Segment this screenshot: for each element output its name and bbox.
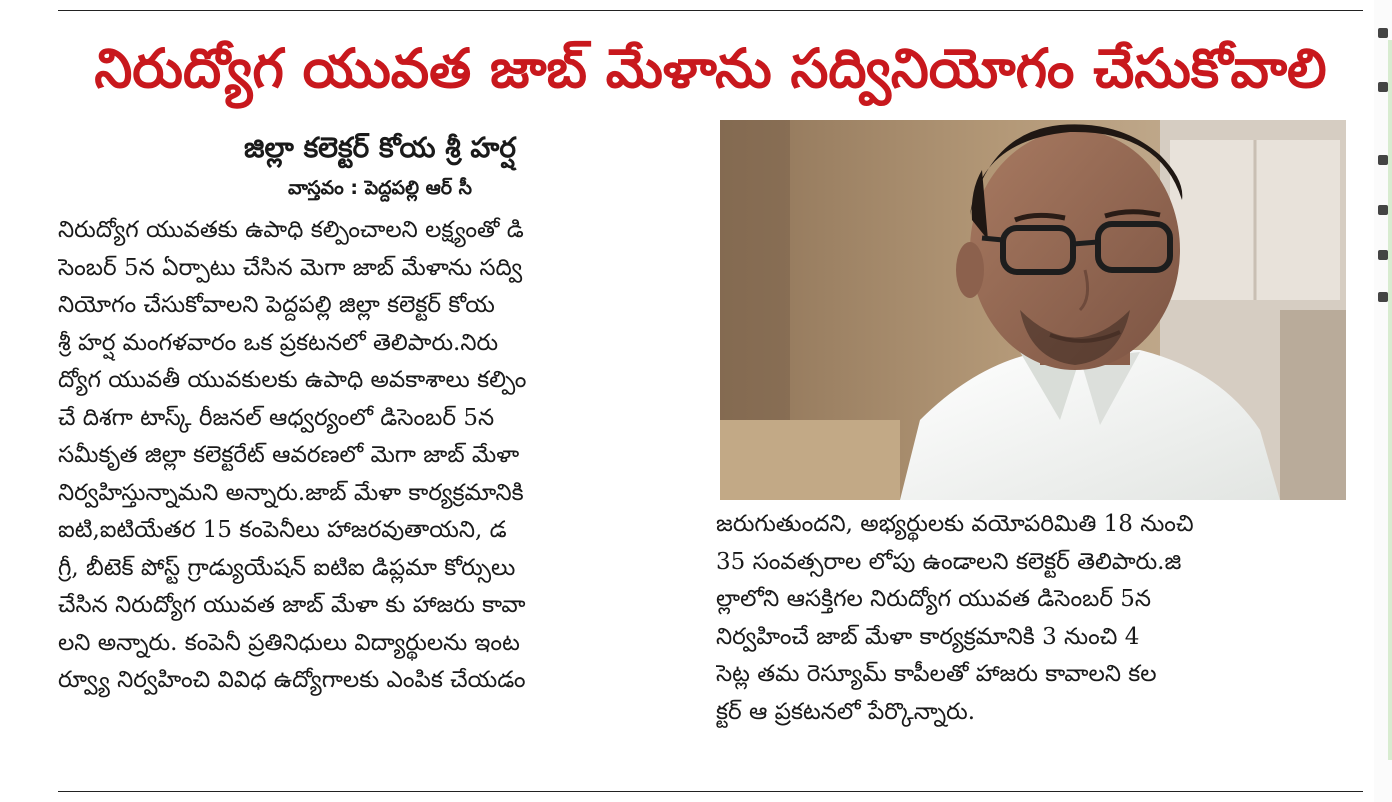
body-line: ర్వ్యూ నిర్వహించి వివిధ ఉద్యోగాలకు ఎంపిక చేయడం	[58, 667, 526, 693]
adjacent-text-fragment	[1378, 250, 1388, 260]
collector-portrait-photo	[720, 120, 1346, 500]
body-line: లని అన్నారు. కంపెనీ ప్రతినిధులు విద్యార్థులను ఇంట	[58, 629, 520, 656]
body-line: జరుగుతుందని, అభ్యర్థులకు వయోపరిమితి 18 నుంచి	[716, 511, 1194, 537]
body-line: సెట్ల తమ రెస్యూమ్ కాపీలతో హాజరు కావాలని కల	[716, 661, 1157, 687]
body-line: సెంబర్ 5న ఏర్పాటు చేసిన మెగా జాబ్ మేళాను సద్వి	[58, 254, 523, 281]
article-body-left-column	[58, 212, 690, 700]
article-headline: నిరుద్యోగ యువత జాబ్ మేళాను సద్వినియోగం చేసుకోవాలి	[94, 37, 1327, 100]
adjacent-text-fragment	[1378, 205, 1388, 215]
article-body-right-column	[716, 506, 1341, 731]
adjacent-text-fragment	[1378, 28, 1388, 38]
body-line: ల్లాలోని ఆసక్తిగల నిరుద్యోగ యువత డిసెంబర్ 5న	[716, 586, 1152, 612]
adjacent-text-fragment	[1378, 292, 1388, 302]
body-line: క్టర్ ఆ ప్రకటనలో పేర్కొన్నారు.	[716, 698, 976, 725]
adjacent-green-panel	[1388, 40, 1392, 760]
bottom-rule	[58, 791, 1363, 792]
byline-source: వాస్తవం : పెద్దపల్లి ఆర్ సీ	[288, 177, 472, 199]
body-line: ద్యోగ యువతీ యువకులకు ఉపాధి అవకాశాలు కల్పిం	[58, 367, 527, 393]
body-line: నియోగం చేసుకోవాలని పెద్దపల్లి జిల్లా కలెక్టర్ కోయ	[58, 292, 495, 318]
portrait-illustration	[720, 120, 1346, 500]
body-line: శ్రీ హర్ష మంగళవారం ఒక ప్రకటనలో తెలిపారు.నిరు	[58, 329, 499, 356]
top-rule	[58, 10, 1363, 11]
body-line: నిరుద్యోగ యువతకు ఉపాధి కల్పించాలని లక్ష్యంతో డి	[58, 217, 524, 243]
body-line: చే దిశగా టాస్క్ రీజనల్ ఆధ్వర్యంలో డిసెంబర్ 5న	[58, 404, 495, 431]
body-line: గ్రీ, బీటెక్ పోస్ట్ గ్రాడ్యుయేషన్ ఐటిఐ డిప్లమా కోర్సులు	[58, 554, 516, 581]
body-line: చేసిన నిరుద్యోగ యువత జాబ్ మేళా కు హాజరు కావా	[58, 592, 526, 618]
body-line: ఐటి,ఐటియేతర 15 కంపెనీలు హాజరవుతాయని, డ	[58, 517, 507, 543]
body-line: 35 సంవత్సరాల లోపు ఉండాలని కలెక్టర్ తెలిపారు.జి	[716, 548, 1182, 575]
body-line: సమీకృత జిల్లా కలెక్టరేట్ ఆవరణలో మెగా జాబ్ మేళా	[58, 442, 520, 468]
adjacent-text-fragment	[1378, 155, 1388, 165]
body-line: నిర్వహించే జాబ్ మేళా కార్యక్రమానికి 3 నుంచి 4	[716, 623, 1140, 650]
body-line: నిర్వహిస్తున్నామని అన్నారు.జాబ్ మేళా కార్యక్రమానికి	[58, 479, 524, 506]
adjacent-text-fragment	[1378, 82, 1388, 92]
adjacent-column-edge	[1374, 0, 1392, 802]
byline-title: జిల్లా కలెక్టర్ కోయ శ్రీ హర్ష	[244, 131, 516, 164]
